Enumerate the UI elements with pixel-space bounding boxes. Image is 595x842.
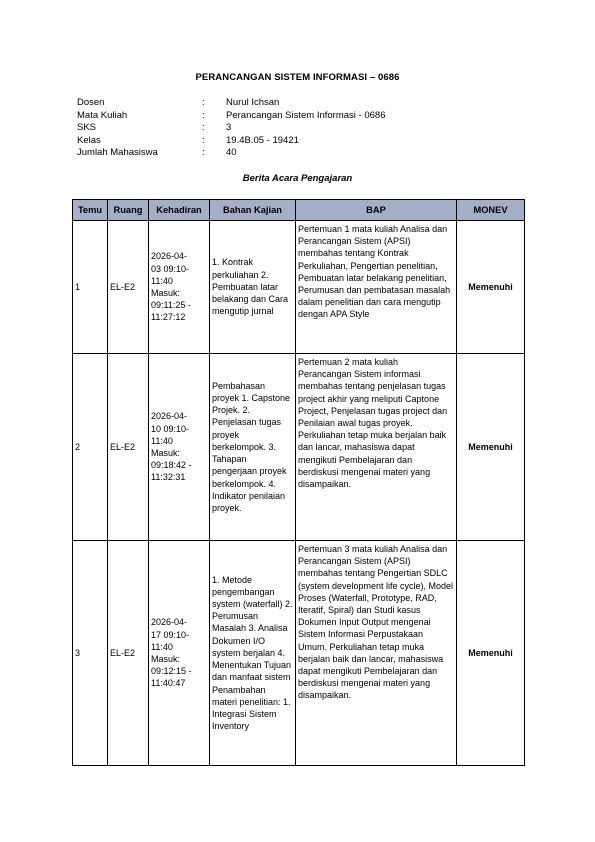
header-kehadiran: Kehadiran [149,200,210,221]
info-value: Nurul Ichsan [226,97,280,108]
info-value: 19.4B.05 - 19421 [226,134,299,146]
info-value: Perancangan Sistem Informasi - 0686 [226,109,386,121]
header-temu: Temu [73,200,108,221]
cell-bap: Pertemuan 3 mata kuliah Analisa dan Perancangan Sistem (APSI) membahas tentang Pengertian SDLC (system development life cycle), Model Proses (Waterfall, Prototype, RAD, Iteratif, Spiral) dan Studi kasus Dokumen Input Output mengenai Sistem Informasi Perpustakaan Umum. Perkuliahan tetap muka berjalan baik dan lancar, mahasiswa dapat mengikuti Pembelajaran dan berdiskusi mengenai materi yang disampaikan. [296,541,457,766]
cell-kehadiran: 2026-04- 17 09:10- 11:40 Masuk: 09:12:15 - 11:40:47 [149,541,210,766]
table-row [73,221,525,354]
table-row [73,354,525,541]
info-row-dosen [77,97,385,110]
info-row-sks [77,122,385,135]
cell-bahan-kajian: Pembahasan proyek 1. Capstone Projek. 2. Penjelasan tugas proyek berkelompok. 3. Tahapan pengerjaan proyek berkelompok. 4. Indikator penilaian proyek. [210,354,296,541]
info-separator: : [202,97,205,108]
info-separator: : [202,147,205,159]
cell-ruang: EL-E2 [108,354,149,541]
cell-monev: Memenuhi [457,354,525,541]
info-row-jumlah-mahasiswa [77,147,385,160]
info-separator: : [202,122,205,134]
info-key: Kelas [77,134,101,146]
cell-bap: Pertemuan 2 mata kuliah Perancangan Sistem informasi membahas tentang penjelasan tugas project akhir yang meliputi Captone Project, Penjelasan tugas project dan Penilaian awal tugas proyek. Perkuliahan tetap muka berjalan baik dan lancar, mahasiswa dapat mengikuti Pembelajaran dan berdiskusi mengenai materi yang disampaikan. [296,354,457,541]
info-key: Mata Kuliah [77,109,128,121]
cell-monev: Memenuhi [457,221,525,354]
cell-kehadiran: 2026-04- 03 09:10- 11:40 Masuk: 09:11:25 - 11:27:12 [149,221,210,354]
header-bahan-kajian: Bahan Kajian [210,200,296,221]
document-title: PERANCANGAN SISTEM INFORMASI – 0686 [195,72,400,83]
table-header-row [73,200,525,221]
cell-ruang: EL-E2 [108,221,149,354]
cell-temu: 2 [73,354,108,541]
header-ruang: Ruang [108,200,149,221]
info-key: Dosen [77,97,105,108]
cell-temu: 1 [73,221,108,354]
info-separator: : [202,109,205,121]
info-key: Jumlah Mahasiswa [77,147,158,159]
info-value: 40 [226,147,237,159]
header-bap: BAP [296,200,457,221]
section-title: Berita Acara Pengajaran [242,173,353,184]
cell-monev: Memenuhi [457,541,525,766]
teaching-record-table [72,199,525,766]
cell-bap: Pertemuan 1 mata kuliah Analisa dan Perancangan Sistem (APSI) membahas tentang Kontrak Perkuliahan, Pengertian penelitian, Pembuatan latar belakang penelitian, Perumusan dan pembatasan masalah dalam penelitian dan cara mengutip dengan APA Style [296,221,457,354]
info-value: 3 [226,122,232,134]
table-row [73,541,525,766]
course-info [77,97,385,160]
header-monev: MONEV [457,200,525,221]
info-key: SKS [77,122,97,134]
cell-ruang: EL-E2 [108,541,149,766]
info-row-mata-kuliah [77,110,385,123]
info-separator: : [202,134,205,146]
info-row-kelas [77,135,385,148]
cell-kehadiran: 2026-04- 10 09:10- 11:40 Masuk: 09:18:42 - 11:32:31 [149,354,210,541]
cell-bahan-kajian: 1. Metode pengembangan system (waterfall) 2. Perumusan Masalah 3. Analisa Dokumen I/O system berjalan 4. Menentukan Tujuan dan manfaat sistem Penambahan materi penelitian: 1. Integrasi Sistem Inventory [210,541,296,766]
cell-temu: 3 [73,541,108,766]
cell-bahan-kajian: 1. Kontrak perkuliahan 2. Pembuatan latar belakang dan Cara mengutip jurnal [210,221,296,354]
